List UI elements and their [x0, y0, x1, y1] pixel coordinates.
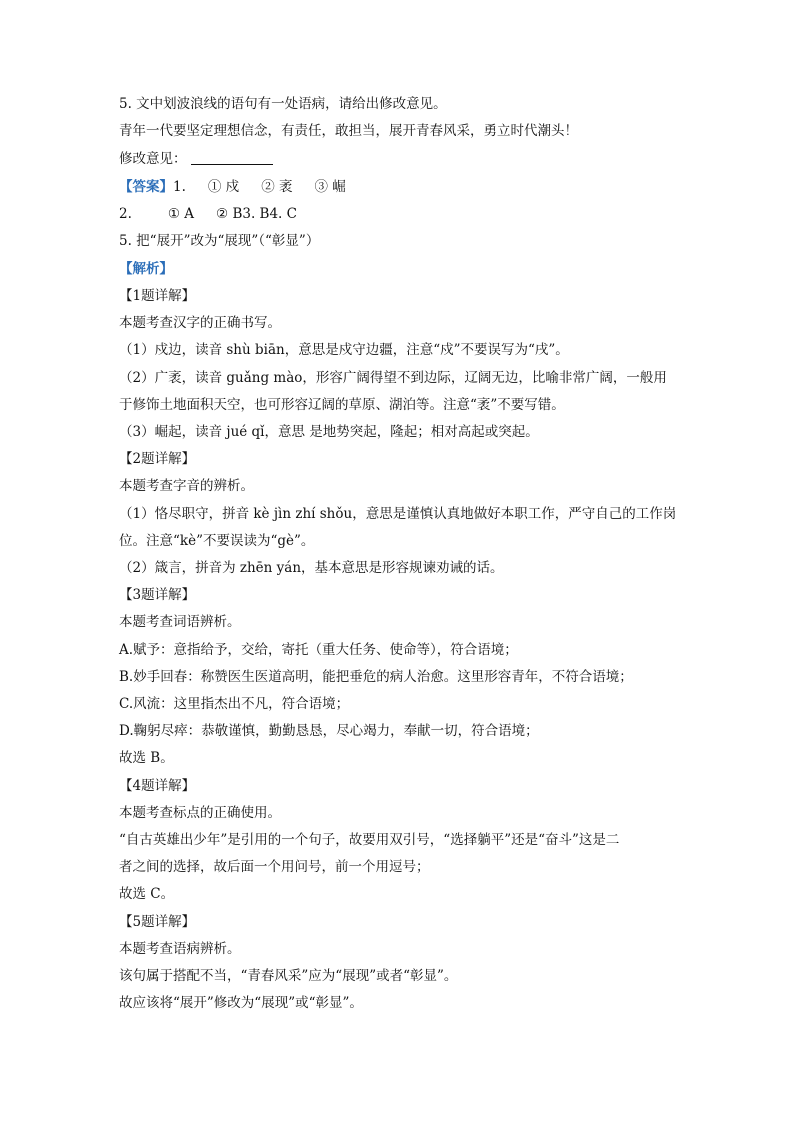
q3-option-a: A.赋予：意指给予，交给，寄托（重大任务、使命等），符合语境；	[119, 642, 518, 658]
revision-line	[119, 150, 273, 168]
q2-intro: 本题考查字音的辨析。	[119, 478, 254, 494]
answer-line-1	[119, 178, 346, 196]
q3-option-c: C.风流：这里指杰出不凡，符合语境；	[119, 696, 350, 712]
q1-intro: 本题考查汉字的正确书写。	[119, 315, 281, 331]
answer-1-a3: ③ 崛	[314, 179, 346, 195]
q3-tag: 【3题详解】	[119, 587, 196, 603]
q4-p1b: 者之间的选择，故后面一个用问号，前一个用逗号；	[119, 859, 430, 875]
q2-p1a: （1）恪尽职守，拼音 kè jìn zhí shǒu，意思是谨慎认真地做好本职工作，严守自己的工作岗	[119, 506, 677, 522]
q4-intro: 本题考查标点的正确使用。	[119, 805, 281, 821]
answer-2-num: 2.	[119, 206, 132, 222]
q3-conclusion: 故选 B。	[119, 750, 174, 766]
q5-p2: 故应该将“展开”修改为“展现”或“彰显”。	[119, 995, 363, 1011]
q4-tag: 【4题详解】	[119, 778, 196, 794]
q1-p3: （3）崛起，读音 jué qǐ，意思 是地势突起，隆起；相对高起或突起。	[119, 424, 539, 440]
q3-option-d: D.鞠躬尽瘁：恭敬谨慎，勤勤恳恳，尽心竭力，奉献一切，符合语境；	[119, 723, 539, 739]
q1-p1: （1）戍边，读音 shù biān，意思是戍守边疆，注意“戍”不要误写为“戌”。	[119, 342, 569, 358]
q4-conclusion: 故选 C。	[119, 886, 175, 902]
question-5-prompt: 5. 文中划波浪线的语句有一处语病，请给出修改意见。	[119, 96, 447, 112]
q1-p2b: 于修饰土地面积天空，也可形容辽阔的草原、湖泊等。注意“袤”不要写错。	[119, 397, 565, 413]
q5-tag: 【5题详解】	[119, 914, 196, 930]
answer-line-3: 5. 把“展开”改为“展现”（“彰显”）	[119, 233, 320, 249]
q5-p1: 该句属于搭配不当，“青春风采”应为“展现”或者“彰显”。	[119, 968, 458, 984]
answer-1-num: 1.	[173, 179, 186, 195]
q4-p1a: “自古英雄出少年”是引用的一个句子，故要用双引号，“选择躺平”还是“奋斗”这是二	[119, 832, 620, 848]
question-5-sentence: 青年一代要坚定理想信念，有责任，敢担当，展开青春风采，勇立时代潮头！	[119, 123, 578, 139]
revision-label: 修改意见：	[119, 151, 187, 167]
q3-option-b: B.妙手回春：称赞医生医道高明，能把垂危的病人治愈。这里形容青年，不符合语境；	[119, 669, 633, 685]
q2-p2: （2）箴言，拼音为 zhēn yán，基本意思是形容规谏劝诫的话。	[119, 560, 504, 576]
q2-tag: 【2题详解】	[119, 451, 196, 467]
q1-p2a: （2）广袤，读音 guǎng mào，形容广阔得望不到边际，辽阔无边，比喻非常广阔，一般用	[119, 370, 667, 386]
answer-2-b2: ② B3. B4. C	[216, 206, 297, 222]
q3-intro: 本题考查词语辨析。	[119, 614, 241, 630]
answer-1-a2: ② 袤	[261, 179, 293, 195]
answer-tag: 【答案】	[119, 179, 173, 195]
answer-2-b1: ① A	[167, 206, 195, 222]
q1-tag: 【1题详解】	[119, 288, 196, 304]
revision-blank	[191, 150, 273, 165]
q5-intro: 本题考查语病辨析。	[119, 941, 241, 957]
analysis-tag: 【解析】	[119, 261, 173, 277]
answer-line-2	[119, 205, 297, 223]
q2-p1b: 位。注意“kè”不要误读为“gè”。	[119, 533, 315, 549]
answer-1-a1: ① 戍	[207, 179, 240, 195]
